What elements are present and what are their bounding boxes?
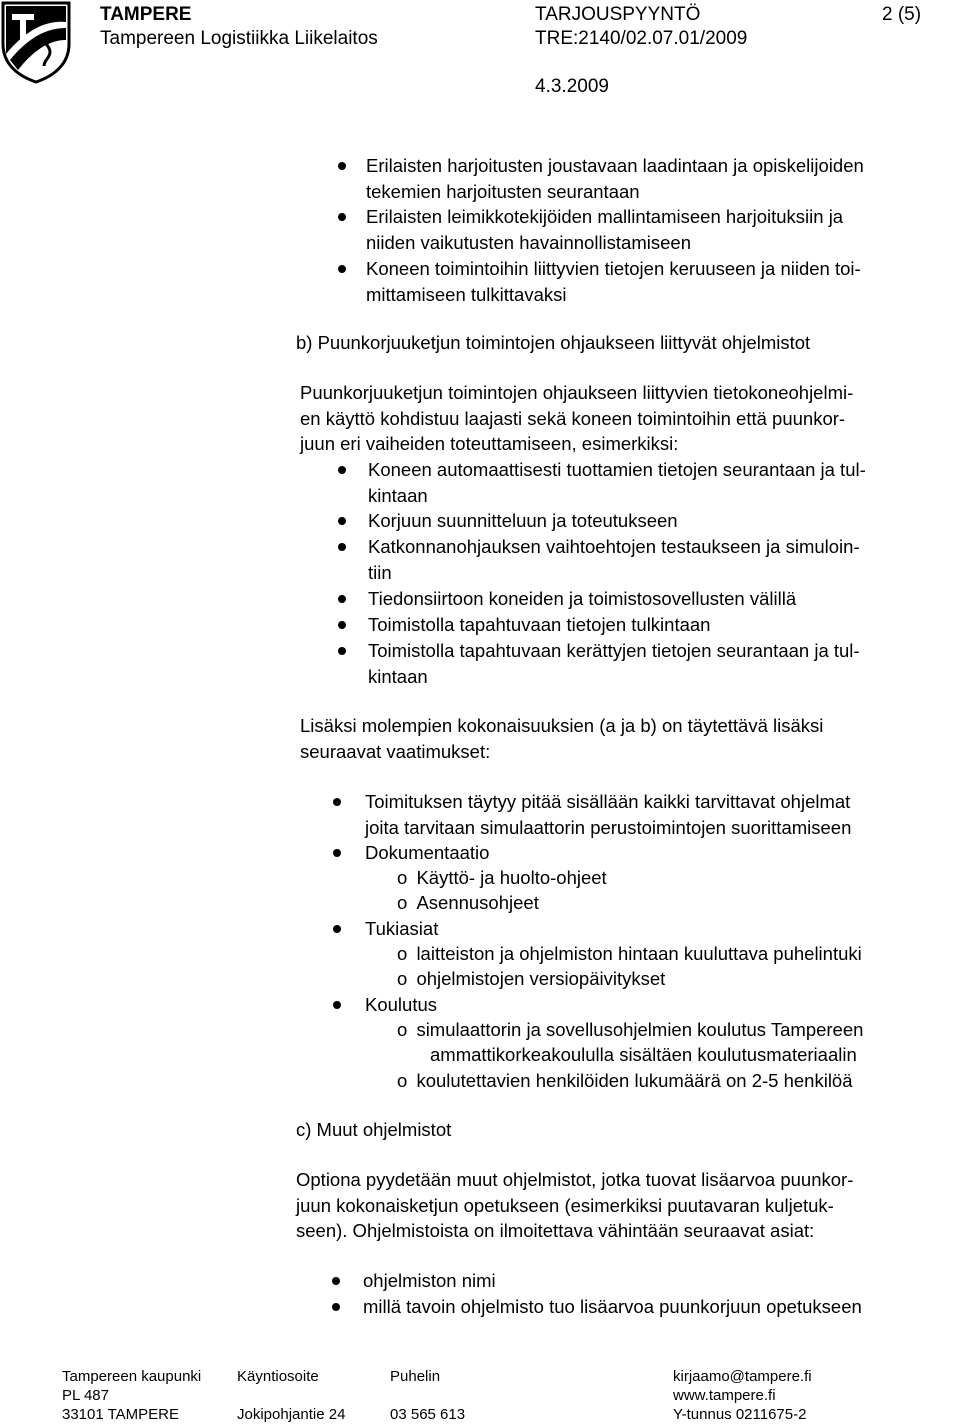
list-item: Erilaisten leimikkotekijöiden mallintamiseen harjoituksiin ja niiden vaikutusten havainnollistamiseen: [366, 204, 843, 255]
sub-bullet-marker: o: [397, 892, 408, 913]
list-item: Korjuun suunnitteluun ja toteutukseen: [368, 508, 678, 534]
list-item: Toimistolla tapahtuvaan tietojen tulkintaan: [368, 612, 710, 638]
footer-col-contact: kirjaamo@tampere.fi www.tampere.fi Y-tunnus 0211675-2: [673, 1368, 812, 1423]
sub-list-item-continuation: ammattikorkeakoululla sisältäen koulutusmateriaalin: [430, 1044, 857, 1065]
document-date: 4.3.2009: [535, 76, 609, 97]
list-item: millä tavoin ohjelmisto tuo lisäarvoa puunkorjuun opetukseen: [363, 1294, 862, 1320]
footer-email-link[interactable]: kirjaamo@tampere.fi: [673, 1368, 812, 1385]
list-item: Toimistolla tapahtuvaan kerättyjen tietojen seurantaan ja tul- kintaan: [368, 638, 860, 689]
sub-bullet-marker: o: [397, 1070, 408, 1091]
reference-number: TRE:2140/02.07.01/2009: [535, 28, 748, 49]
bullet-icon: [333, 1001, 341, 1009]
sub-bullet-marker: o: [397, 867, 408, 888]
list-item: Tukiasiat: [365, 916, 438, 942]
requirements-intro: Lisäksi molempien kokonaisuuksien (a ja b) on täytettävä lisäksi seuraavat vaatimukset:: [300, 715, 824, 762]
bullet-icon: [338, 647, 346, 655]
list-item: Katkonnanohjauksen vaihtoehtojen testaukseen ja simuloin- tiin: [368, 534, 860, 585]
list-item: Koneen automaattisesti tuottamien tietojen seurantaan ja tul- kintaan: [368, 457, 866, 508]
list-item: Erilaisten harjoitusten joustavaan laadintaan ja opiskelijoiden tekemien harjoitusten seurantaan: [366, 153, 864, 204]
bullet-icon: [338, 621, 346, 629]
bullet-icon: [333, 798, 341, 806]
sub-list-item: o ohjelmistojen versiopäivitykset: [397, 968, 666, 989]
footer-website-link[interactable]: www.tampere.fi: [673, 1387, 776, 1404]
list-item: Koulutus: [365, 992, 437, 1018]
sub-list-item: o simulaattorin ja sovellusohjelmien koulutus Tampereen: [397, 1019, 864, 1040]
footer-col-city: Tampereen kaupunki PL 487 33101 TAMPERE: [62, 1368, 202, 1423]
list-item: Dokumentaatio: [365, 840, 489, 866]
org-name: TAMPERE: [100, 4, 192, 25]
page-number: 2 (5): [882, 4, 922, 25]
sub-bullet-marker: o: [397, 1019, 408, 1040]
section-b-paragraph: Puunkorjuuketjun toimintojen ohjaukseen liittyvien tietokoneohjelmi- en käyttö kohdistuu laajasti sekä koneen toimintoihin että puunkor- juun eri vaiheiden toteuttamiseen, esimerkiksi:: [300, 382, 854, 455]
section-c-paragraph: Optiona pyydetään muut ohjelmistot, jotka tuovat lisäarvoa puunkor- juun kokonaisketjun opetukseen (esimerkiksi puutavaran kuljetuk- seen). Ohjelmistoista on ilmoitettava vähintään seuraavat asiat:: [296, 1169, 854, 1242]
sub-bullet-marker: o: [397, 943, 408, 964]
bullet-icon: [338, 265, 346, 273]
bullet-icon: [333, 925, 341, 933]
bullet-icon: [338, 543, 346, 551]
bullet-icon: [332, 1277, 340, 1285]
list-item: Koneen toimintoihin liittyvien tietojen keruuseen ja niiden toi- mittamiseen tulkittavaksi: [366, 256, 861, 307]
sub-bullet-marker: o: [397, 968, 408, 989]
sub-list-item: o Käyttö- ja huolto-ohjeet: [397, 867, 607, 888]
sub-list-item: o Asennusohjeet: [397, 892, 539, 913]
bullet-icon: [332, 1303, 340, 1311]
footer-col-phone: Puhelin 03 565 613: [390, 1368, 466, 1423]
bullet-icon: [338, 466, 346, 474]
bullet-icon: [338, 595, 346, 603]
bullet-icon: [333, 849, 341, 857]
bullet-icon: [338, 162, 346, 170]
list-item: Toimituksen täytyy pitää sisällään kaikki tarvittavat ohjelmat joita tarvitaan simulaattorin perustoimintojen suorittamiseen: [365, 789, 851, 840]
sub-list-item: o koulutettavien henkilöiden lukumäärä on 2-5 henkilöä: [397, 1070, 853, 1091]
bullet-icon: [338, 517, 346, 525]
list-item: Tiedonsiirtoon koneiden ja toimistosovellusten välillä: [368, 586, 796, 612]
org-subtitle: Tampereen Logistiikka Liikelaitos: [100, 28, 378, 49]
section-c-heading: c) Muut ohjelmistot: [296, 1119, 452, 1140]
list-item: ohjelmiston nimi: [363, 1268, 496, 1294]
footer-col-address: Käyntiosoite Jokipohjantie 24: [237, 1368, 346, 1423]
sub-list-item: o laitteiston ja ohjelmiston hintaan kuuluttava puhelintuki: [397, 943, 862, 964]
coat-of-arms: [0, 0, 72, 84]
section-b-heading: b) Puunkorjuuketjun toimintojen ohjaukseen liittyvät ohjelmistot: [296, 332, 811, 353]
bullet-icon: [338, 213, 346, 221]
document-type: TARJOUSPYYNTÖ: [535, 4, 701, 25]
